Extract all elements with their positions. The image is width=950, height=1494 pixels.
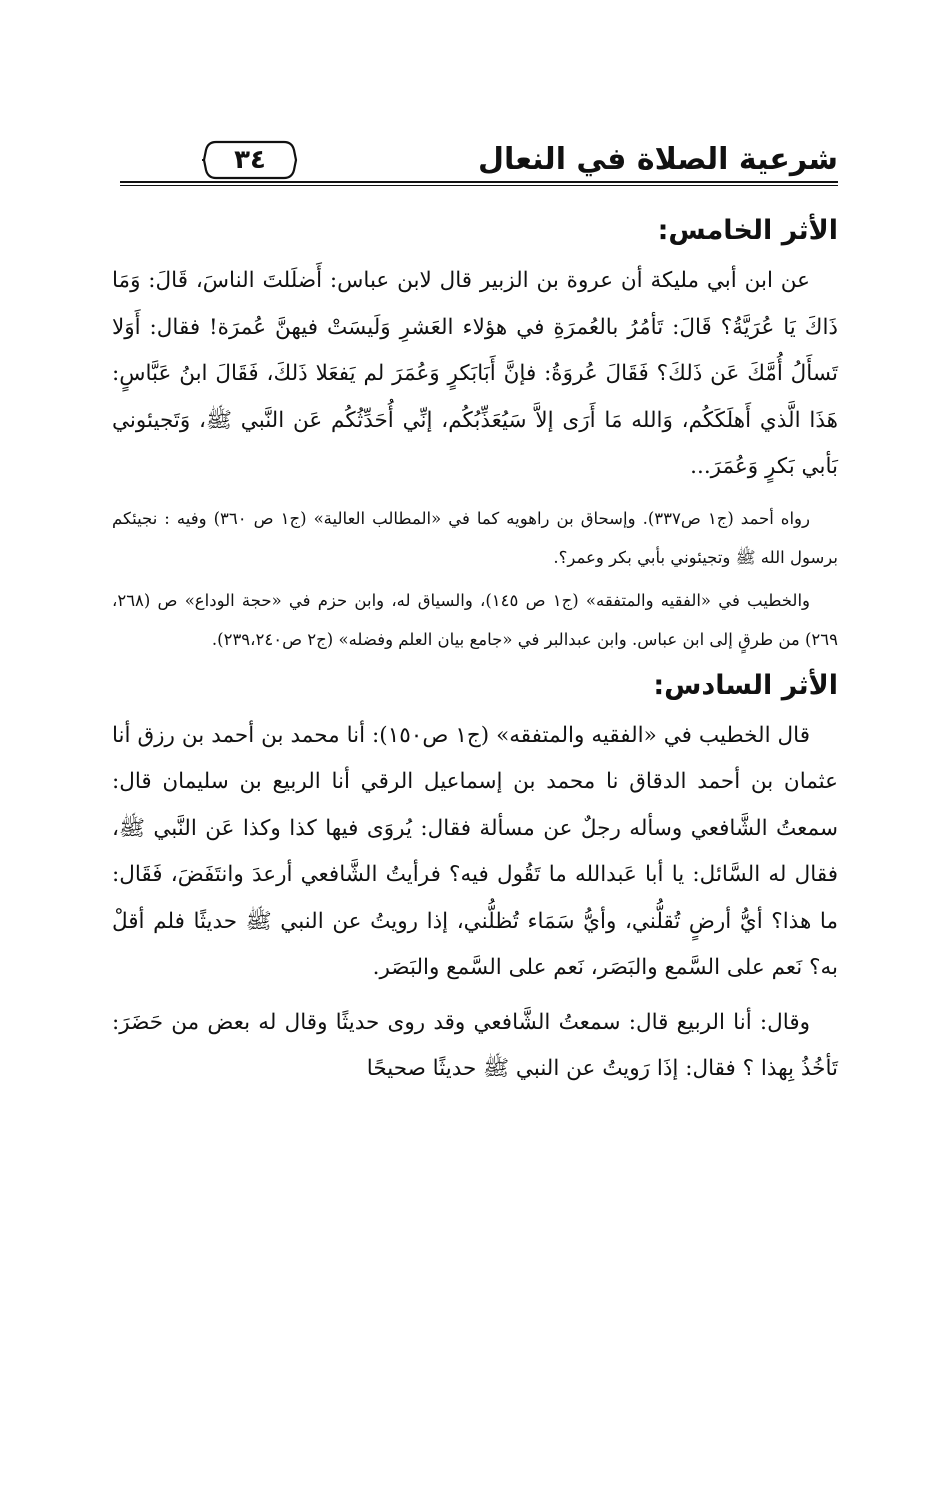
section-heading-5: الأثر الخامس: (657, 215, 838, 246)
header-rule (120, 181, 838, 183)
footnote-takhrij-2: والخطيب في «الفقيه والمتفقه» (ج١ ص ١٤٥)، والسياق له، وابن حزم في «حجة الوداع» ص (٢٦٨، ٢٦٩) من طرقٍ إلى ابن عباس. وابن عبدالبر في «جامع بيان العلم وفضله» (ج٢ ص٢٣٩،٢٤٠). (112, 590, 838, 649)
athar-6-text: قال الخطيب في «الفقيه والمتفقه» (ج١ ص١٥٠): أنا محمد بن أحمد بن رزق أنا عثمان بن أحمد الدقاق نا محمد بن إسماعيل الرقي أنا الربيع بن سليمان قال: سمعتُ الشَّافعي وسأله رجلٌ عن مسألة فقال: يُروَى فيها كذا وكذا عَن النَّبي ﷺ، فقال له السَّائل: يا أبا عَبدالله ما تَقُول فيه؟ فرأيتُ الشَّافعي أرعدَ وانتَفَضَ، فَقَال: ما هذا؟ أيُّ أرضٍ تُقلُّني، وأيُّ سَمَاء تُظلُّني، إذا رويتُ عن النبي ﷺ حديثًا فلم أقلْ به؟ نَعم على السَّمع والبَصَر، نَعم على السَّمع والبَصَر. (112, 722, 838, 980)
page-header (120, 138, 838, 186)
footnote-takhrij-1: رواه أحمد (ج١ ص٣٣٧). وإسحاق بن راهويه كما في «المطالب العالية» (ج١ ص ٣٦٠) وفيه : نجيئكم برسول الله ﷺ وتجيئوني بأبي بكر وعمر؟. (112, 508, 838, 567)
page-content (112, 208, 838, 1093)
header-rule-thin (120, 185, 838, 186)
running-title: شرعية الصلاة في النعال (477, 142, 838, 177)
section-heading-6: الأثر السادس: (653, 669, 838, 701)
page-number: ٣٤ (234, 145, 266, 175)
page-number-frame (202, 138, 298, 182)
athar-6-text-continued: وقال: أنا الربيع قال: سمعتُ الشَّافعي وقد روى حديثًا وقال له بعض من حَضَرَ: تَأخُذُ بِهذا ؟ فقال: إذَا رَويتُ عن النبي ﷺ حديثًا صحيحًا (112, 1009, 838, 1081)
athar-5-text: عن ابن أبي مليكة أن عروة بن الزبير قال لابن عباس: أَضلَلتَ الناسَ، قَالَ: وَمَا ذَاكَ يَا عُرَيَّةُ؟ قَالَ: تَأمُرُ بالعُمرَةِ في هؤلاء العَشرِ وَلَيسَتْ فيهنَّ عُمرَة! فقال: أَوَلا تَسأَلُ أُمَّكَ عَن ذَلكَ؟ فَقَالَ عُروَةُ: فإنَّ أَبَابَكرٍ وَعُمَرَ لم يَفعَلا ذَلكَ، فَقَالَ ابنُ عَبَّاسٍ: هَذَا الَّذي أَهلَكَكُم، وَالله مَا أَرَى إلاَّ سَيُعَذِّبُكُم، إنِّي أُحَدِّثُكُم عَن النَّبي ﷺ، وَتَجيئوني بَأبي بَكرٍ وَعُمَرَ... (112, 268, 838, 479)
